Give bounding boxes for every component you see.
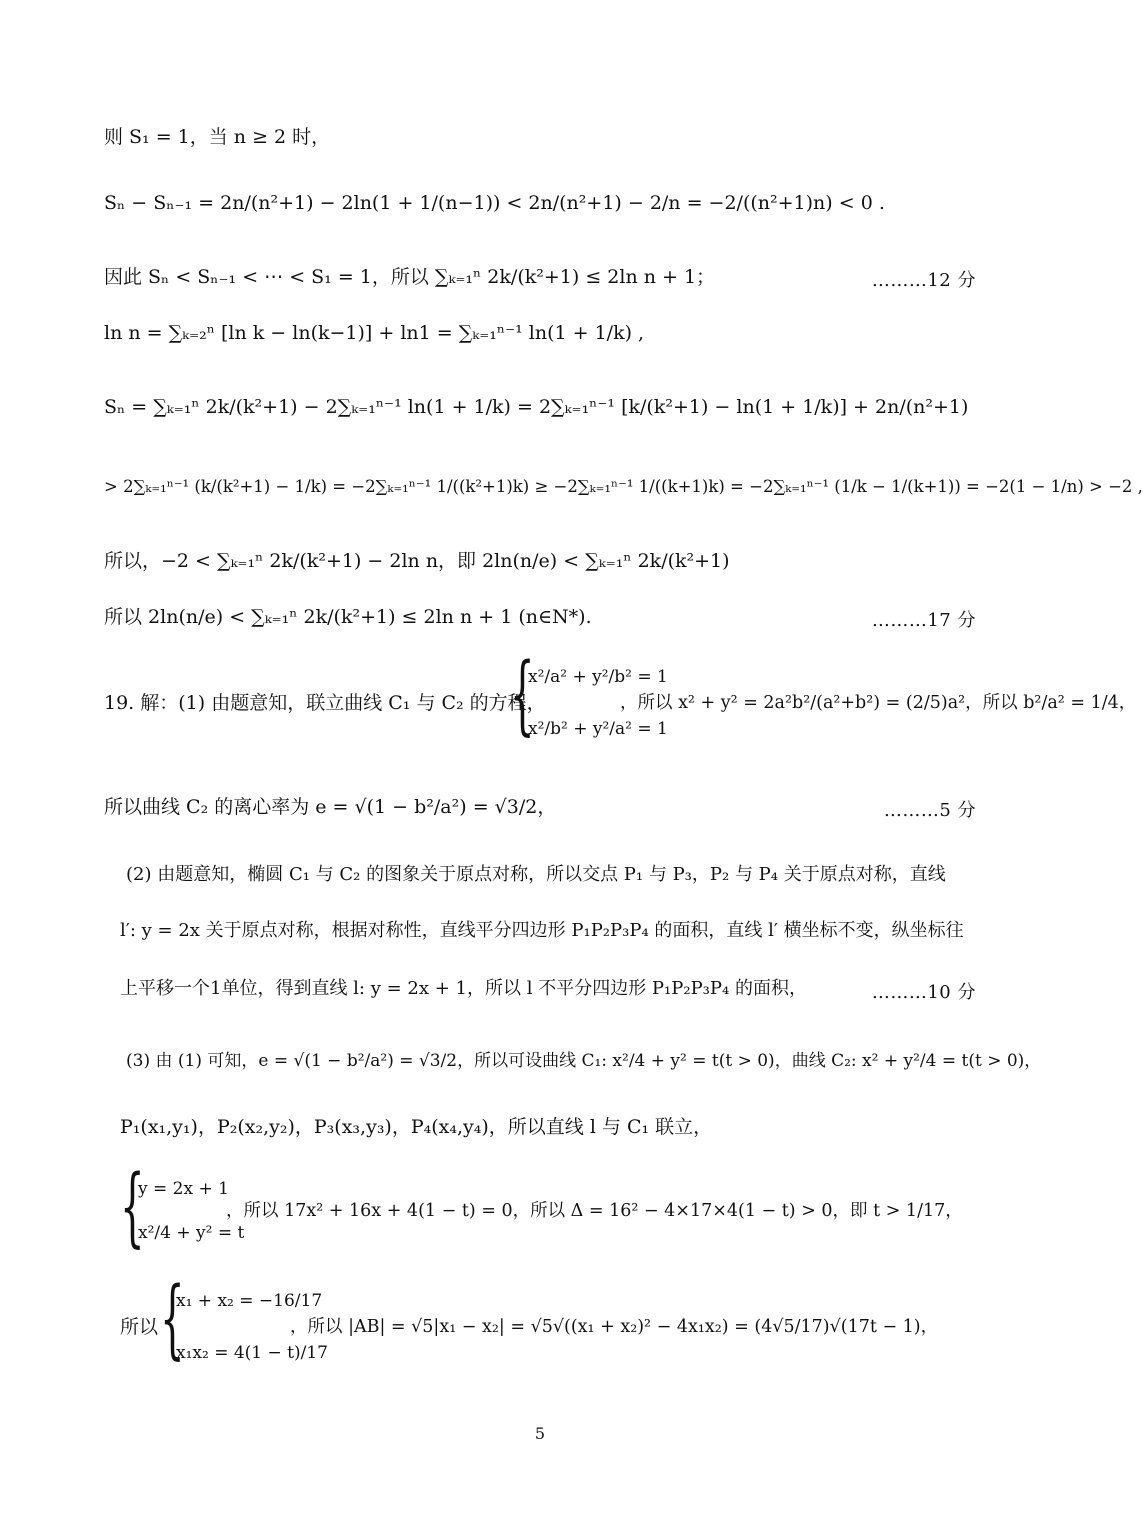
text-line-8: 所以 2ln(n/e) < ∑ₖ₌₁ⁿ 2k/(k²+1) ≤ 2ln n + 1 (n∈N*). [104, 606, 592, 628]
text-line-12: (2) 由题意知，椭圆 C₁ 与 C₂ 的图象关于原点对称，所以交点 P₁ 与 P₃，P₂ 与 P₄ 关于原点对称，直线 [126, 864, 946, 885]
system-eq-4: x²/4 + y² = t [138, 1223, 245, 1243]
text-line-5: Sₙ = ∑ₖ₌₁ⁿ 2k/(k²+1) − 2∑ₖ₌₁ⁿ⁻¹ ln(1 + 1/k) = 2∑ₖ₌₁ⁿ⁻¹ [k/(k²+1) − ln(1 + 1/k)] + 2n/(n²+1) [104, 396, 969, 418]
text-line-7: 所以，−2 < ∑ₖ₌₁ⁿ 2k/(k²+1) − 2ln n，即 2ln(n/e) < ∑ₖ₌₁ⁿ 2k/(k²+1) [104, 550, 730, 572]
system-brace-1: { [510, 645, 535, 745]
text-line-9: 19. 解：(1) 由题意知，联立曲线 C₁ 与 C₂ 的方程， [104, 692, 546, 714]
page-number: 5 [534, 1424, 546, 1443]
text-line-1: 则 S₁ = 1，当 n ≥ 2 时， [104, 126, 331, 148]
system-brace-3: { [160, 1269, 185, 1369]
system-eq-3: y = 2x + 1 [138, 1179, 229, 1199]
text-line-2: Sₙ − Sₙ₋₁ = 2n/(n²+1) − 2ln(1 + 1/(n−1)) < 2n/(n²+1) − 2/n = −2/((n²+1)n) < 0 . [104, 192, 885, 214]
text-line-16: P₁(x₁,y₁)，P₂(x₂,y₂)，P₃(x₃,y₃)，P₄(x₄,y₄)，所以直线 l 与 C₁ 联立， [120, 1116, 713, 1138]
system-eq-5: x₁ + x₂ = −16/17 [176, 1291, 323, 1311]
system-eq-2: x²/b² + y²/a² = 1 [528, 719, 668, 739]
text-line-6: > 2∑ₖ₌₁ⁿ⁻¹ (k/(k²+1) − 1/k) = −2∑ₖ₌₁ⁿ⁻¹ 1/((k²+1)k) ≥ −2∑ₖ₌₁ⁿ⁻¹ 1/((k+1)k) = −2∑ₖ₌₁ⁿ⁻¹ (1/k − 1/(k+1)) = −2(1 − 1/n) > −2 , [104, 477, 1143, 496]
score-5: ………5 分 [883, 800, 976, 821]
score-12: ………12 分 [871, 270, 976, 291]
text-line-15: (3) 由 (1) 可知，e = √(1 − b²/a²) = √3/2，所以可设曲线 C₁: x²/4 + y² = t(t > 0)，曲线 C₂: x² + y²/4 = t(t > 0)， [126, 1051, 1042, 1071]
text-line-17: ，所以 17x² + 16x + 4(1 − t) = 0，所以 Δ = 16² − 4×17×4(1 − t) > 0，即 t > 1/17， [226, 1201, 963, 1221]
score-10: ………10 分 [871, 982, 976, 1003]
system-eq-6: x₁x₂ = 4(1 − t)/17 [176, 1343, 328, 1363]
system-brace-2: { [120, 1157, 145, 1257]
score-17: ………17 分 [871, 610, 976, 631]
text-line-3: 因此 Sₙ < Sₙ₋₁ < ⋯ < S₁ = 1，所以 ∑ₖ₌₁ⁿ 2k/(k²+1) ≤ 2ln n + 1； [104, 266, 716, 288]
text-line-10: ，所以 x² + y² = 2a²b²/(a²+b²) = (2/5)a²，所以 b²/a² = 1/4， [620, 693, 1137, 713]
text-line-14: 上平移一个1单位，得到直线 l: y = 2x + 1，所以 l 不平分四边形 P₁P₂P₃P₄ 的面积， [120, 978, 807, 999]
text-line-4: ln n = ∑ₖ₌₂ⁿ [ln k − ln(k−1)] + ln1 = ∑ₖ₌₁ⁿ⁻¹ ln(1 + 1/k) , [104, 322, 645, 344]
text-line-13: l′: y = 2x 关于原点对称，根据对称性，直线平分四边形 P₁P₂P₃P₄ 的面积，直线 l′ 横坐标不变，纵坐标往 [120, 920, 964, 941]
system-eq-1: x²/a² + y²/b² = 1 [528, 667, 668, 687]
text-line-18: 所以 [120, 1316, 159, 1338]
text-line-11: 所以曲线 C₂ 的离心率为 e = √(1 − b²/a²) = √3/2， [104, 796, 557, 818]
text-line-19: ，所以 |AB| = √5|x₁ − x₂| = √5√((x₁ + x₂)² − 4x₁x₂) = (4√5/17)√(17t − 1)， [290, 1317, 939, 1337]
